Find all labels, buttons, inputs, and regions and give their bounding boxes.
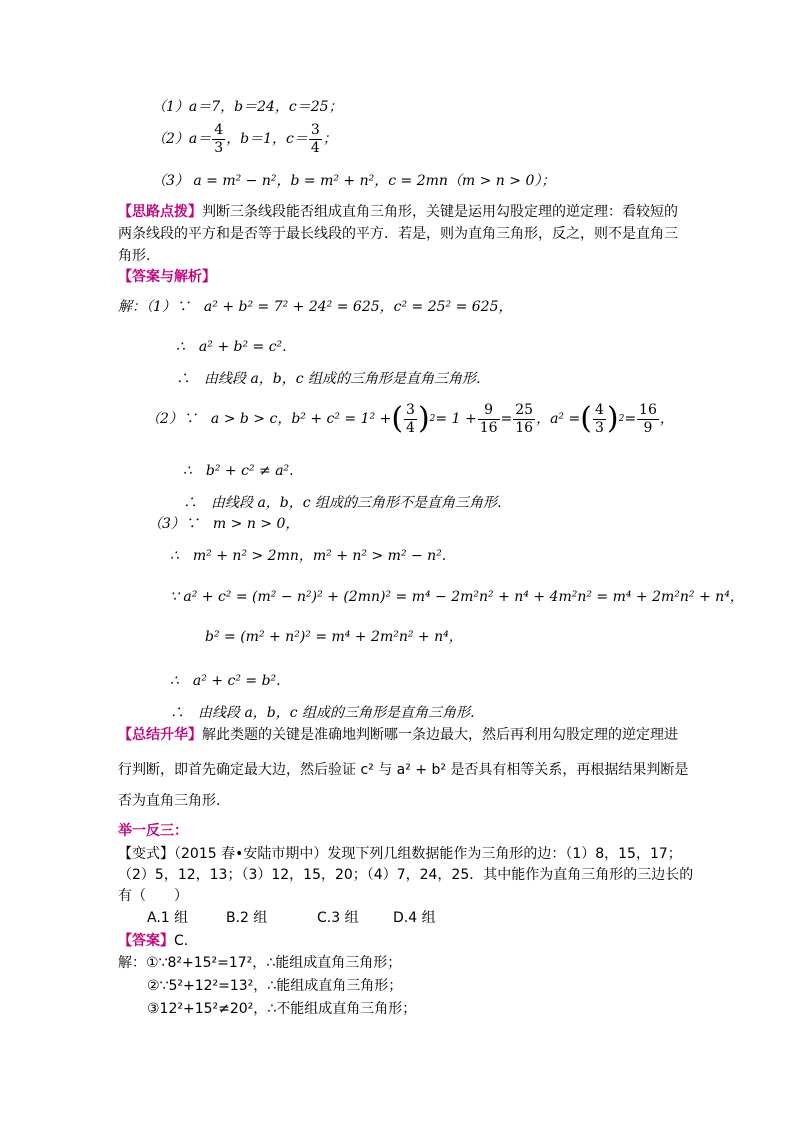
solution-line-7: （3）∵ m > n > 0， bbox=[148, 516, 300, 532]
s4-f1-num: 3 bbox=[406, 401, 415, 418]
s4-f4-den: 3 bbox=[594, 419, 604, 436]
square-2: 2 bbox=[618, 414, 625, 424]
solution-line-10: b² = (m² + n²)² = m⁴ + 2m²n² + n⁴， bbox=[205, 629, 463, 645]
solution-line-2: ∴ a² + b² = c². bbox=[176, 339, 287, 355]
right-paren-2: ) bbox=[606, 401, 619, 436]
option-b: B.2 组 bbox=[226, 910, 268, 926]
summary-line-3: 否为直角三角形． bbox=[118, 793, 230, 809]
s4-f2-den: 16 bbox=[479, 419, 498, 436]
q2-frac-c-den: 4 bbox=[310, 139, 320, 156]
hint-line-3: 角形． bbox=[118, 248, 160, 264]
q2-frac-a-den: 3 bbox=[214, 139, 224, 156]
summary-line-1 bbox=[118, 726, 678, 744]
s4-fraction-3 bbox=[513, 402, 535, 437]
solution-line-11: ∴ a² + c² = b². bbox=[170, 673, 281, 689]
practice-heading: 举一反三： bbox=[118, 823, 188, 839]
s4-f5-den: 9 bbox=[643, 419, 653, 436]
solution-line-1: 解：（1）∵ a² + b² = 7² + 24² = 625，c² = 25² = 625， bbox=[118, 299, 513, 315]
q2-middle: ，b＝1，c＝ bbox=[226, 131, 308, 147]
option-d: D.4 组 bbox=[393, 910, 436, 926]
square-1: 2 bbox=[429, 414, 436, 424]
s4-suffix: ， bbox=[659, 411, 674, 427]
s4-f5-num: 16 bbox=[639, 401, 657, 418]
hint-text-1: 判断三条线段能否组成直角三角形，关键是运用勾股定理的逆定理：看较短的 bbox=[202, 204, 678, 220]
s4-f3-den: 16 bbox=[515, 419, 534, 436]
q2-fraction-a bbox=[212, 122, 225, 157]
solution-step-1: 解：①∵8²+15²=17²，∴能组成直角三角形； bbox=[118, 955, 402, 971]
solution-step-2: ②∵5²+12²=13²，∴能组成直角三角形； bbox=[147, 978, 403, 994]
answer-value: C. bbox=[174, 933, 189, 949]
hint-line-1 bbox=[118, 203, 678, 221]
left-paren-2: ( bbox=[580, 401, 592, 436]
question-3: （3） a = m² − n²，b = m² + n²，c = 2mn（m > n > 0）； bbox=[152, 173, 556, 189]
q2-fraction-c bbox=[309, 122, 322, 157]
answer-analysis-heading: 【答案与解析】 bbox=[118, 269, 216, 285]
s4-fraction-1 bbox=[404, 402, 417, 437]
question-1: （1）a＝7，b＝24，c＝25； bbox=[152, 99, 343, 115]
s4-mid-1: = 1 + bbox=[435, 411, 477, 427]
answer-line bbox=[118, 932, 188, 950]
hint-tag: 【思路点拨】 bbox=[118, 204, 202, 220]
s4-prefix: （2）∵ a > b > c，b² + c² = 1² + bbox=[146, 411, 392, 427]
solution-step-3: ③12²+15²≠20²，∴不能组成直角三角形； bbox=[147, 1001, 417, 1017]
s4-fraction-2 bbox=[478, 402, 500, 437]
s4-fraction-4 bbox=[593, 402, 606, 437]
variant-text-1: （2015 春•安陆市期中）发现下列几组数据能作为三角形的边：（1）8，15，17； bbox=[174, 846, 682, 862]
s4-f2-num: 9 bbox=[478, 402, 500, 420]
variant-tag: 【变式】 bbox=[118, 846, 174, 862]
option-a: A.1 组 bbox=[147, 910, 189, 926]
left-paren-1: ( bbox=[391, 401, 404, 436]
summary-tag: 【总结升华】 bbox=[118, 727, 202, 743]
s4-mid-2: = bbox=[500, 411, 513, 427]
solution-line-5: ∴ b² + c² ≠ a². bbox=[183, 463, 294, 479]
s4-fraction-5 bbox=[637, 402, 659, 437]
s4-mid-4: = bbox=[624, 411, 637, 427]
summary-text-1: 解此类题的关键是准确地判断哪一条边最大，然后再利用勾股定理的逆定理进 bbox=[202, 727, 678, 743]
solution-line-12: ∴ 由线段 a，b，c 组成的三角形是直角三角形． bbox=[170, 705, 485, 721]
solution-line-6: ∴ 由线段 a，b，c 组成的三角形不是直角三角形． bbox=[183, 495, 512, 511]
option-c: C.3 组 bbox=[317, 910, 359, 926]
hint-line-2: 两条线段的平方和是否等于最长线段的平方．若是，则为直角三角形，反之，则不是直角三 bbox=[118, 226, 678, 242]
solution-line-3: ∴ 由线段 a，b，c 组成的三角形是直角三角形． bbox=[176, 371, 491, 387]
s4-f1-den: 4 bbox=[406, 419, 415, 436]
answer-tag: 【答案】 bbox=[118, 933, 174, 949]
solution-line-9: ∵ a² + c² = (m² − n²)² + (2mn)² = m⁴ − 2m²n² + n⁴ + 4m²n² = m⁴ + 2m²n² + n⁴， bbox=[170, 589, 744, 605]
s4-mid-3: ，a² = bbox=[536, 411, 581, 427]
question-2 bbox=[152, 118, 337, 160]
right-paren-1: ) bbox=[417, 401, 430, 436]
variant-line-2: （2）5，12，13；（3）12，15，20；（4）7，24，25．其中能作为直角三角形的三边长的 bbox=[118, 867, 694, 883]
s4-f3-num: 25 bbox=[515, 401, 534, 418]
s4-f4-num: 4 bbox=[594, 401, 604, 418]
q2-frac-a-num: 4 bbox=[214, 121, 224, 138]
solution-line-4 bbox=[146, 396, 674, 442]
variant-line-3: 有（ ） bbox=[118, 888, 188, 904]
summary-line-2: 行判断，即首先确定最大边，然后验证 c² 与 a² + b² 是否具有相等关系，再根据结果判断是 bbox=[118, 762, 689, 778]
solution-line-8: ∴ m² + n² > 2mn，m² + n² > m² − n². bbox=[170, 548, 447, 564]
q2-suffix: ； bbox=[322, 131, 337, 147]
q2-frac-c-num: 3 bbox=[310, 121, 320, 138]
q2-prefix: （2）a＝ bbox=[152, 131, 212, 147]
variant-line-1 bbox=[118, 845, 682, 863]
